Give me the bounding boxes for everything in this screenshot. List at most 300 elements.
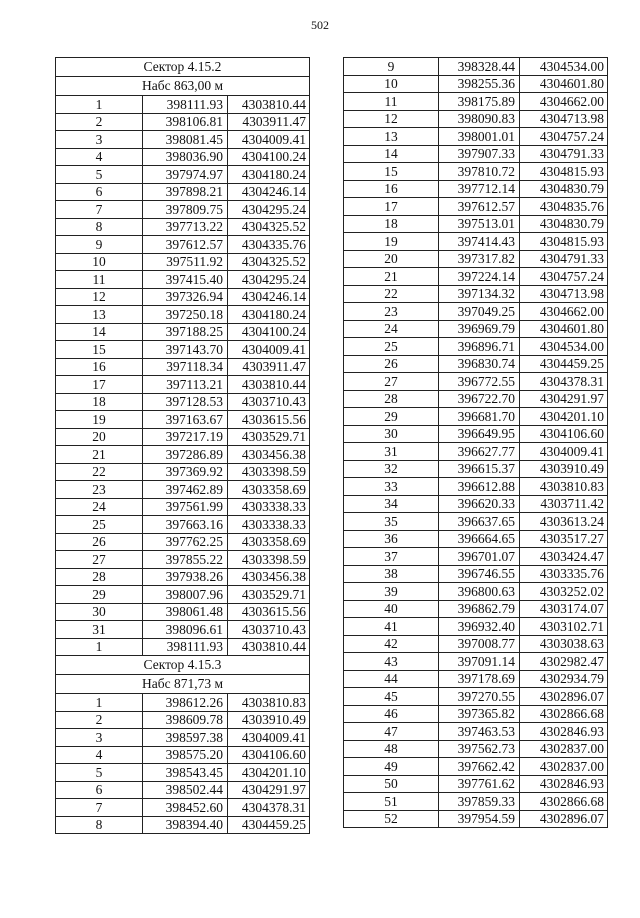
x-coordinate: 397562.73 (439, 740, 520, 758)
table-row (56, 516, 310, 534)
point-number: 23 (344, 303, 439, 321)
table-row (56, 694, 310, 712)
y-coordinate: 4303338.33 (228, 498, 310, 516)
x-coordinate: 398502.44 (143, 781, 228, 799)
table-row (56, 568, 310, 586)
table-row (344, 233, 608, 251)
y-coordinate: 4304325.52 (228, 218, 310, 236)
table-row (56, 306, 310, 324)
y-coordinate: 4303174.07 (520, 600, 608, 618)
x-coordinate: 397118.34 (143, 358, 228, 376)
y-coordinate: 4304291.97 (228, 781, 310, 799)
point-number: 22 (344, 285, 439, 303)
x-coordinate: 398036.90 (143, 148, 228, 166)
x-coordinate: 397463.53 (439, 723, 520, 741)
y-coordinate: 4304378.31 (520, 373, 608, 391)
y-coordinate: 4304835.76 (520, 198, 608, 216)
table-row (56, 533, 310, 551)
point-number: 21 (344, 268, 439, 286)
x-coordinate: 397224.14 (439, 268, 520, 286)
y-coordinate: 4303456.38 (228, 446, 310, 464)
sector-header-row (56, 675, 310, 694)
y-coordinate: 4303517.27 (520, 530, 608, 548)
point-number: 5 (56, 764, 143, 782)
table-row (344, 565, 608, 583)
x-coordinate: 398001.01 (439, 128, 520, 146)
table-row (344, 740, 608, 758)
point-number: 52 (344, 810, 439, 828)
point-number: 25 (56, 516, 143, 534)
y-coordinate: 4304180.24 (228, 166, 310, 184)
x-coordinate: 397188.25 (143, 323, 228, 341)
table-row (56, 288, 310, 306)
table-row (344, 110, 608, 128)
x-coordinate: 397462.89 (143, 481, 228, 499)
point-number: 15 (344, 163, 439, 181)
y-coordinate: 4302934.79 (520, 670, 608, 688)
point-number: 8 (56, 816, 143, 834)
x-coordinate: 396932.40 (439, 618, 520, 636)
table-row (56, 166, 310, 184)
table-row (344, 548, 608, 566)
table-row (344, 513, 608, 531)
coordinates-table-left (55, 57, 310, 834)
sector-header: Сектор 4.15.3 (56, 656, 310, 675)
table-row (344, 425, 608, 443)
table-row (344, 670, 608, 688)
point-number: 11 (56, 271, 143, 289)
point-number: 13 (56, 306, 143, 324)
table-row (56, 236, 310, 254)
point-number: 1 (56, 96, 143, 114)
y-coordinate: 4302866.68 (520, 793, 608, 811)
table-row (56, 463, 310, 481)
table-row (56, 551, 310, 569)
point-number: 17 (344, 198, 439, 216)
table-row (56, 781, 310, 799)
x-coordinate: 396896.71 (439, 338, 520, 356)
y-coordinate: 4304757.24 (520, 128, 608, 146)
point-number: 44 (344, 670, 439, 688)
point-number: 3 (56, 131, 143, 149)
x-coordinate: 397612.57 (439, 198, 520, 216)
point-number: 9 (56, 236, 143, 254)
point-number: 49 (344, 758, 439, 776)
table-row (344, 373, 608, 391)
y-coordinate: 4304201.10 (228, 764, 310, 782)
coordinates-table-right (343, 57, 608, 828)
y-coordinate: 4304791.33 (520, 250, 608, 268)
x-coordinate: 398255.36 (439, 75, 520, 93)
point-number: 5 (56, 166, 143, 184)
x-coordinate: 398328.44 (439, 58, 520, 76)
point-number: 15 (56, 341, 143, 359)
x-coordinate: 397049.25 (439, 303, 520, 321)
point-number: 48 (344, 740, 439, 758)
x-coordinate: 396620.33 (439, 495, 520, 513)
y-coordinate: 4303038.63 (520, 635, 608, 653)
point-number: 38 (344, 565, 439, 583)
x-coordinate: 396627.77 (439, 443, 520, 461)
x-coordinate: 397317.82 (439, 250, 520, 268)
point-number: 3 (56, 729, 143, 747)
table-row (56, 799, 310, 817)
x-coordinate: 397662.42 (439, 758, 520, 776)
point-number: 17 (56, 376, 143, 394)
table-row (344, 653, 608, 671)
point-number: 1 (56, 638, 143, 656)
y-coordinate: 4304601.80 (520, 320, 608, 338)
x-coordinate: 396746.55 (439, 565, 520, 583)
x-coordinate: 397286.89 (143, 446, 228, 464)
point-number: 6 (56, 183, 143, 201)
y-coordinate: 4304106.60 (520, 425, 608, 443)
point-number: 26 (344, 355, 439, 373)
x-coordinate: 397907.33 (439, 145, 520, 163)
table-row (344, 635, 608, 653)
table-row (56, 271, 310, 289)
y-coordinate: 4303615.56 (228, 411, 310, 429)
point-number: 31 (344, 443, 439, 461)
y-coordinate: 4304100.24 (228, 323, 310, 341)
y-coordinate: 4302982.47 (520, 653, 608, 671)
point-number: 43 (344, 653, 439, 671)
x-coordinate: 397511.92 (143, 253, 228, 271)
x-coordinate: 397859.33 (439, 793, 520, 811)
y-coordinate: 4303810.83 (228, 694, 310, 712)
point-number: 40 (344, 600, 439, 618)
table-row (344, 758, 608, 776)
y-coordinate: 4304378.31 (228, 799, 310, 817)
table-row (56, 376, 310, 394)
point-number: 29 (56, 586, 143, 604)
point-number: 39 (344, 583, 439, 601)
x-coordinate: 398394.40 (143, 816, 228, 834)
point-number: 6 (56, 781, 143, 799)
table-row (56, 253, 310, 271)
point-number: 30 (56, 603, 143, 621)
table-row (56, 218, 310, 236)
table-row (56, 358, 310, 376)
table-row (56, 621, 310, 639)
x-coordinate: 397250.18 (143, 306, 228, 324)
table-row (56, 148, 310, 166)
y-coordinate: 4303710.43 (228, 621, 310, 639)
x-coordinate: 397326.94 (143, 288, 228, 306)
table-row (344, 793, 608, 811)
y-coordinate: 4303398.59 (228, 463, 310, 481)
point-number: 12 (56, 288, 143, 306)
x-coordinate: 397365.82 (439, 705, 520, 723)
x-coordinate: 396862.79 (439, 600, 520, 618)
x-coordinate: 398106.81 (143, 113, 228, 131)
y-coordinate: 4303358.69 (228, 533, 310, 551)
y-coordinate: 4304201.10 (520, 408, 608, 426)
x-coordinate: 398096.61 (143, 621, 228, 639)
x-coordinate: 398081.45 (143, 131, 228, 149)
table-row (56, 481, 310, 499)
table-row (344, 338, 608, 356)
y-coordinate: 4304830.79 (520, 180, 608, 198)
point-number: 28 (344, 390, 439, 408)
x-coordinate: 396681.70 (439, 408, 520, 426)
x-coordinate: 397513.01 (439, 215, 520, 233)
x-coordinate: 396637.65 (439, 513, 520, 531)
x-coordinate: 397898.21 (143, 183, 228, 201)
table-row (344, 775, 608, 793)
table-row (344, 320, 608, 338)
y-coordinate: 4304246.14 (228, 288, 310, 306)
x-coordinate: 397008.77 (439, 635, 520, 653)
x-coordinate: 397217.19 (143, 428, 228, 446)
x-coordinate: 397143.70 (143, 341, 228, 359)
point-number: 18 (56, 393, 143, 411)
table-row (344, 530, 608, 548)
table-row (344, 390, 608, 408)
x-coordinate: 397612.57 (143, 236, 228, 254)
point-number: 30 (344, 425, 439, 443)
table-row (56, 498, 310, 516)
point-number: 32 (344, 460, 439, 478)
x-coordinate: 397414.43 (439, 233, 520, 251)
table-row (56, 711, 310, 729)
y-coordinate: 4304662.00 (520, 303, 608, 321)
point-number: 45 (344, 688, 439, 706)
x-coordinate: 398612.26 (143, 694, 228, 712)
x-coordinate: 398111.93 (143, 96, 228, 114)
point-number: 35 (344, 513, 439, 531)
table-row (344, 198, 608, 216)
y-coordinate: 4303910.49 (228, 711, 310, 729)
table-row (344, 75, 608, 93)
sector-header-row (56, 77, 310, 96)
y-coordinate: 4304106.60 (228, 746, 310, 764)
x-coordinate: 397855.22 (143, 551, 228, 569)
point-number: 26 (56, 533, 143, 551)
table-row (344, 145, 608, 163)
y-coordinate: 4303710.43 (228, 393, 310, 411)
y-coordinate: 4303335.76 (520, 565, 608, 583)
table-row (56, 586, 310, 604)
table-row (344, 285, 608, 303)
point-number: 7 (56, 201, 143, 219)
y-coordinate: 4303424.47 (520, 548, 608, 566)
x-coordinate: 397954.59 (439, 810, 520, 828)
sector-header-row (56, 656, 310, 675)
y-coordinate: 4303398.59 (228, 551, 310, 569)
table-row (56, 428, 310, 446)
x-coordinate: 396612.88 (439, 478, 520, 496)
table-row (344, 443, 608, 461)
sector-header: Сектор 4.15.2 (56, 58, 310, 77)
y-coordinate: 4304335.76 (228, 236, 310, 254)
table-row (56, 96, 310, 114)
table-row (344, 478, 608, 496)
table-row (56, 113, 310, 131)
table-row (344, 93, 608, 111)
sector-header: Набс 863,00 м (56, 77, 310, 96)
point-number: 16 (344, 180, 439, 198)
y-coordinate: 4303810.44 (228, 638, 310, 656)
y-coordinate: 4303810.44 (228, 96, 310, 114)
y-coordinate: 4304815.93 (520, 163, 608, 181)
y-coordinate: 4304662.00 (520, 93, 608, 111)
table-row (344, 268, 608, 286)
y-coordinate: 4304459.25 (228, 816, 310, 834)
x-coordinate: 396722.70 (439, 390, 520, 408)
table-row (344, 583, 608, 601)
y-coordinate: 4303529.71 (228, 586, 310, 604)
y-coordinate: 4303615.56 (228, 603, 310, 621)
y-coordinate: 4303810.83 (520, 478, 608, 496)
x-coordinate: 397712.14 (439, 180, 520, 198)
y-coordinate: 4303338.33 (228, 516, 310, 534)
y-coordinate: 4304009.41 (520, 443, 608, 461)
point-number: 10 (56, 253, 143, 271)
table-row (56, 729, 310, 747)
point-number: 9 (344, 58, 439, 76)
x-coordinate: 397270.55 (439, 688, 520, 706)
x-coordinate: 398007.96 (143, 586, 228, 604)
y-coordinate: 4302896.07 (520, 810, 608, 828)
y-coordinate: 4303613.24 (520, 513, 608, 531)
table-row (344, 618, 608, 636)
table-row (56, 393, 310, 411)
y-coordinate: 4304295.24 (228, 201, 310, 219)
y-coordinate: 4304009.41 (228, 341, 310, 359)
point-number: 23 (56, 481, 143, 499)
point-number: 2 (56, 711, 143, 729)
point-number: 18 (344, 215, 439, 233)
table-row (344, 600, 608, 618)
x-coordinate: 397091.14 (439, 653, 520, 671)
table-row (56, 446, 310, 464)
y-coordinate: 4302846.93 (520, 775, 608, 793)
sector-header: Набс 871,73 м (56, 675, 310, 694)
x-coordinate: 396649.95 (439, 425, 520, 443)
y-coordinate: 4304009.41 (228, 729, 310, 747)
page-number: 502 (311, 18, 329, 32)
x-coordinate: 397128.53 (143, 393, 228, 411)
x-coordinate: 397369.92 (143, 463, 228, 481)
point-number: 21 (56, 446, 143, 464)
x-coordinate: 397810.72 (439, 163, 520, 181)
y-coordinate: 4304325.52 (228, 253, 310, 271)
x-coordinate: 398543.45 (143, 764, 228, 782)
y-coordinate: 4304601.80 (520, 75, 608, 93)
point-number: 22 (56, 463, 143, 481)
y-coordinate: 4304830.79 (520, 215, 608, 233)
x-coordinate: 396664.65 (439, 530, 520, 548)
y-coordinate: 4302837.00 (520, 758, 608, 776)
point-number: 24 (56, 498, 143, 516)
y-coordinate: 4303910.49 (520, 460, 608, 478)
x-coordinate: 397713.22 (143, 218, 228, 236)
x-coordinate: 398575.20 (143, 746, 228, 764)
point-number: 27 (344, 373, 439, 391)
point-number: 4 (56, 148, 143, 166)
x-coordinate: 398061.48 (143, 603, 228, 621)
table-row (344, 688, 608, 706)
x-coordinate: 398111.93 (143, 638, 228, 656)
y-coordinate: 4303456.38 (228, 568, 310, 586)
y-coordinate: 4303529.71 (228, 428, 310, 446)
table-row (56, 201, 310, 219)
y-coordinate: 4304180.24 (228, 306, 310, 324)
table-row (344, 250, 608, 268)
table-row (344, 495, 608, 513)
x-coordinate: 397761.62 (439, 775, 520, 793)
point-number: 24 (344, 320, 439, 338)
table-row (56, 638, 310, 656)
point-number: 50 (344, 775, 439, 793)
table-row (344, 303, 608, 321)
y-coordinate: 4304100.24 (228, 148, 310, 166)
table-row (344, 128, 608, 146)
y-coordinate: 4304291.97 (520, 390, 608, 408)
y-coordinate: 4303711.42 (520, 495, 608, 513)
table-row (344, 58, 608, 76)
x-coordinate: 396615.37 (439, 460, 520, 478)
y-coordinate: 4304534.00 (520, 58, 608, 76)
table-row (344, 460, 608, 478)
point-number: 13 (344, 128, 439, 146)
point-number: 2 (56, 113, 143, 131)
table-row (56, 764, 310, 782)
table-row (344, 408, 608, 426)
table-row (56, 816, 310, 834)
x-coordinate: 397809.75 (143, 201, 228, 219)
x-coordinate: 397974.97 (143, 166, 228, 184)
table-row (56, 746, 310, 764)
point-number: 1 (56, 694, 143, 712)
point-number: 28 (56, 568, 143, 586)
x-coordinate: 396772.55 (439, 373, 520, 391)
point-number: 41 (344, 618, 439, 636)
y-coordinate: 4303911.47 (228, 358, 310, 376)
table-row (344, 723, 608, 741)
point-number: 46 (344, 705, 439, 723)
y-coordinate: 4302846.93 (520, 723, 608, 741)
x-coordinate: 398175.89 (439, 93, 520, 111)
y-coordinate: 4304246.14 (228, 183, 310, 201)
x-coordinate: 397163.67 (143, 411, 228, 429)
table-row (56, 183, 310, 201)
table-row (344, 355, 608, 373)
y-coordinate: 4303810.44 (228, 376, 310, 394)
x-coordinate: 396800.63 (439, 583, 520, 601)
y-coordinate: 4302896.07 (520, 688, 608, 706)
point-number: 19 (344, 233, 439, 251)
table-row (56, 323, 310, 341)
point-number: 36 (344, 530, 439, 548)
point-number: 11 (344, 93, 439, 111)
x-coordinate: 398090.83 (439, 110, 520, 128)
y-coordinate: 4304713.98 (520, 285, 608, 303)
point-number: 47 (344, 723, 439, 741)
x-coordinate: 397561.99 (143, 498, 228, 516)
y-coordinate: 4303358.69 (228, 481, 310, 499)
y-coordinate: 4304815.93 (520, 233, 608, 251)
point-number: 7 (56, 799, 143, 817)
y-coordinate: 4304534.00 (520, 338, 608, 356)
table-row (56, 603, 310, 621)
table-row (344, 163, 608, 181)
x-coordinate: 398609.78 (143, 711, 228, 729)
table-row (344, 810, 608, 828)
y-coordinate: 4303102.71 (520, 618, 608, 636)
point-number: 33 (344, 478, 439, 496)
